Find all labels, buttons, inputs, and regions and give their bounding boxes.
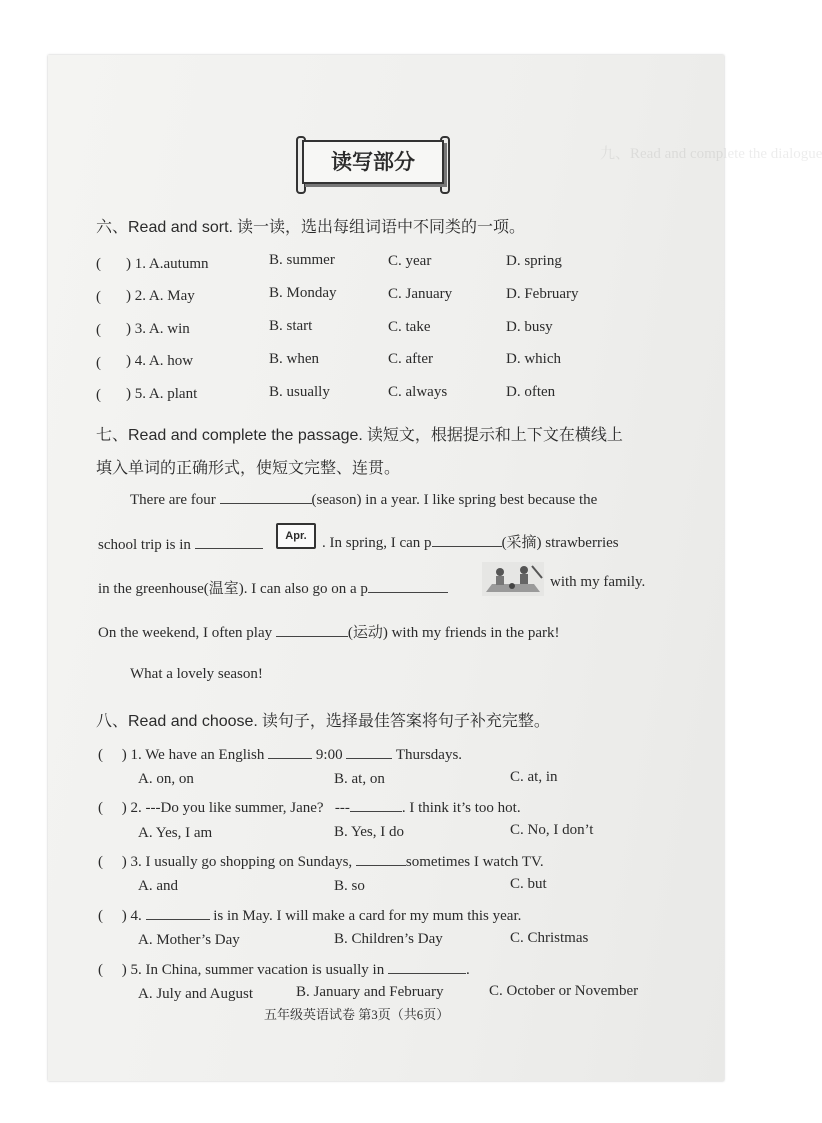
s8-q3-opt-a[interactable]: A. and	[138, 878, 178, 894]
passage-line2-cont: . In spring, I can p (采摘) strawberries	[322, 531, 619, 552]
s8-q1-opt-c[interactable]: C. at, in	[510, 769, 558, 785]
passage-line5: What a lovely season!	[130, 666, 263, 682]
s6-bracket-2[interactable]: (	[96, 289, 101, 305]
passage-line4: On the weekend, I often play (运动) with my friends in the park!	[98, 621, 559, 642]
s8-q5-blank[interactable]	[388, 959, 466, 974]
s6-q3-a: ) 3. A. win	[126, 321, 190, 337]
s8-q3-blank[interactable]	[356, 851, 406, 866]
s6-bracket-4[interactable]: (	[96, 355, 101, 371]
section7-heading-line2: 填入单词的正确形式，使短文完整、连贯。	[96, 460, 401, 477]
calendar-icon: Apr.	[276, 523, 316, 549]
exam-paper	[48, 55, 724, 1081]
s8-q5-opt-c[interactable]: C. October or November	[489, 983, 639, 999]
s8-q4-blank[interactable]	[146, 905, 210, 920]
s8-q1-blank2[interactable]	[346, 744, 392, 759]
s8-q3-opt-b[interactable]: B. so	[334, 878, 365, 894]
passage-line2: school trip is in	[98, 534, 263, 554]
passage-line3: in the greenhouse(温室). I can also go on a p	[98, 577, 448, 598]
s6-q1-a: ) 1. A.autumn	[126, 256, 209, 272]
s6-q4-c: C. after	[388, 351, 433, 367]
s8-bracket-1[interactable]: (	[98, 747, 103, 763]
section6-heading: 六、Read and sort. 读一读，选出每组词语中不同类的一项。	[96, 219, 525, 236]
s6-q5-a: ) 5. A. plant	[126, 386, 198, 402]
s6-q3-c: C. take	[388, 319, 431, 335]
s6-q5-c: C. always	[388, 384, 448, 400]
s8-q2-opt-b[interactable]: B. Yes, I do	[334, 824, 405, 840]
s6-bracket-3[interactable]: (	[96, 322, 101, 338]
s8-q2-blank[interactable]	[350, 797, 402, 812]
s6-q1-c: C. year	[388, 253, 432, 269]
s8-q2-opt-a[interactable]: A. Yes, I am	[138, 825, 213, 841]
s8-q1-opt-a[interactable]: A. on, on	[138, 771, 194, 787]
s6-q2-d: D. February	[506, 286, 579, 302]
s8-q3: ( ) 3. I usually go shopping on Sundays, sometimes I watch TV.	[98, 851, 544, 871]
bleed-through-text: 九、Read and complete the dialogue	[600, 146, 822, 162]
passage-line3-cont: with my family.	[550, 574, 646, 590]
blank-pick[interactable]	[432, 532, 502, 547]
section7-heading-line1: 七、Read and complete the passage. 读短文，根据提示和上下文在横线上	[96, 427, 623, 444]
blank-season[interactable]	[220, 489, 312, 504]
s8-q1-blank1[interactable]	[268, 744, 312, 759]
s6-q4-d: D. which	[506, 351, 561, 367]
blank-sport[interactable]	[276, 622, 348, 637]
s8-q3-opt-c[interactable]: C. but	[510, 876, 547, 892]
s6-q3-d: D. busy	[506, 319, 553, 335]
s8-q5: ( ) 5. In China, summer vacation is usually in .	[98, 959, 470, 979]
s6-q2-c: C. January	[388, 286, 453, 302]
s6-q3-b: B. start	[269, 318, 313, 334]
s8-q4: ( ) 4. is in May. I will make a card for my mum this year.	[98, 905, 521, 925]
s6-q1-b: B. summer	[269, 252, 335, 268]
page-title: 读写部分	[302, 140, 444, 184]
s6-q4-b: B. when	[269, 351, 319, 367]
s8-bracket-2[interactable]: (	[98, 800, 103, 816]
page-footer: 五年级英语试卷 第3页（共6页）	[264, 1007, 450, 1022]
passage-line1: There are four (season) in a year. I like spring best because the	[130, 489, 597, 509]
s8-q4-opt-b[interactable]: B. Children’s Day	[334, 931, 443, 947]
s8-bracket-3[interactable]: (	[98, 854, 103, 870]
s8-q4-opt-a[interactable]: A. Mother’s Day	[138, 932, 240, 948]
s6-q5-b: B. usually	[269, 384, 330, 400]
s6-q4-a: ) 4. A. how	[126, 353, 194, 369]
s8-bracket-5[interactable]: (	[98, 962, 103, 978]
s8-q2-opt-c[interactable]: C. No, I don’t	[510, 822, 594, 838]
s8-q2: ( ) 2. ---Do you like summer, Jane? --- . I think it’s too hot.	[98, 797, 521, 817]
s6-bracket-5[interactable]: (	[96, 387, 101, 403]
s6-q2-a: ) 2. A. May	[126, 288, 195, 304]
blank-month[interactable]	[195, 534, 263, 549]
picnic-icon	[482, 562, 544, 596]
s8-q1-opt-b[interactable]: B. at, on	[334, 771, 385, 787]
s8-q1: ( ) 1. We have an English 9:00 Thursdays.	[98, 744, 462, 764]
s6-q2-b: B. Monday	[269, 285, 337, 301]
blank-picnic[interactable]	[368, 578, 448, 593]
s8-q4-opt-c[interactable]: C. Christmas	[510, 930, 589, 946]
s6-q5-d: D. often	[506, 384, 556, 400]
s8-q5-opt-a[interactable]: A. July and August	[138, 986, 254, 1002]
s6-bracket-1[interactable]: (	[96, 256, 101, 272]
s8-q5-opt-b[interactable]: B. January and February	[296, 984, 444, 1000]
s6-q1-d: D. spring	[506, 253, 562, 269]
s8-bracket-4[interactable]: (	[98, 908, 103, 924]
section8-heading: 八、Read and choose. 读句子，选择最佳答案将句子补充完整。	[96, 713, 550, 730]
